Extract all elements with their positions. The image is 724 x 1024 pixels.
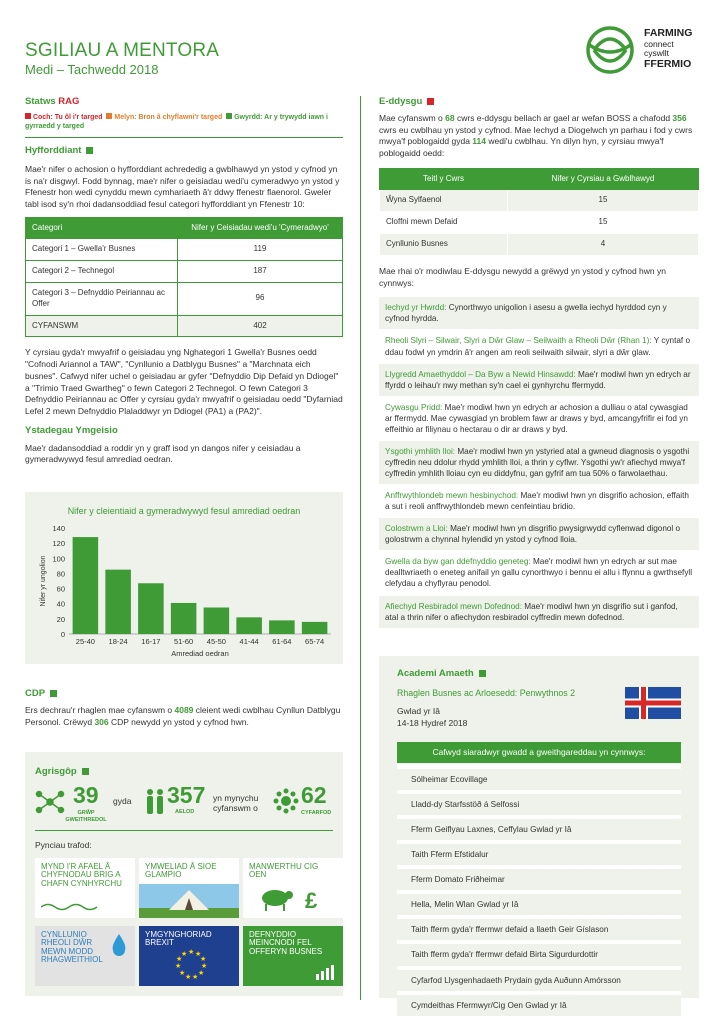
module-text: Mae'r modiwl hwn yn edrych ar achosion a dulliau o atal cywasgiad ar ffermydd. Mae cywasgiad yn broblem fawr ar draws y byd, amcangyfrifir ei fod yn effeithio ar filiynau o hectarau o dir ar draws y byd. — [385, 402, 688, 434]
list-item: Hella, Melin Wlan Gwlad yr Iâ — [397, 894, 681, 915]
list-item: Fferm Domato Friðheimar — [397, 869, 681, 890]
svg-text:★: ★ — [192, 973, 199, 981]
chart-title: Nifer y cleientiaid a gymeradwywyd fesul amrediad oedran — [67, 506, 301, 516]
list-item — [379, 364, 699, 397]
module-text: Mae'r modiwl hwn yn disgrifio achosion, effaith a sut i reoli anffrwythlondeb mewn cenfeintiau bridio. — [385, 491, 689, 512]
academi-dates: 14-18 Hydref 2018 — [397, 718, 468, 728]
cdp-number: 4089 — [174, 704, 194, 715]
module-name: Cywasgu Pridd: — [385, 402, 443, 412]
cdp-heading — [25, 688, 343, 701]
agrisgop-heading-text: Agrisgôp — [35, 766, 77, 777]
agrisgop-meetings-label: CYFARFOD — [301, 810, 332, 816]
people-icon — [145, 788, 165, 816]
divider — [35, 830, 333, 831]
green-square-icon — [86, 147, 93, 154]
topic-tile-label: MANWERTHU CIG OEN — [249, 862, 319, 880]
list-item — [379, 441, 699, 485]
training-table — [25, 217, 343, 338]
training-heading-text: Hyfforddiant — [25, 145, 82, 156]
logo-line: cyswllt — [644, 48, 670, 59]
svg-text:★: ★ — [198, 969, 205, 977]
y-tick-label: 60 — [56, 584, 65, 594]
elearning-text-part: Mae cyfanswm o — [379, 112, 446, 123]
module-text: Mae'r modiwl hwn yn disgrifio pwysigrwydd cyflenwad digonol o golostrwm a chynnal hylendid yn ystod y cyfnod lloia. — [385, 524, 681, 545]
list-item — [379, 397, 699, 441]
svg-text:★: ★ — [201, 962, 207, 970]
status-red-label: Coch: Tu ôl i'r targed — [32, 113, 103, 121]
right-column — [379, 96, 699, 629]
table-row — [26, 239, 343, 261]
list-item — [379, 330, 699, 363]
module-text: Mae'r modiwl hwn yn edrych ar ffyrdd o leihau'r nwy methan sy'n cael ei gynhyrchu ffermydd. — [385, 369, 691, 390]
bar — [73, 537, 99, 634]
svg-text:★: ★ — [200, 955, 207, 963]
topic-tile-label: YMGYNGHORIAD BREXIT — [145, 930, 212, 948]
agrisgop-meetings-number: 62 — [301, 782, 327, 808]
iceland-flag-icon — [625, 687, 681, 719]
module-name: Gwella da byw gan ddefnyddio geneteg: — [385, 557, 531, 567]
list-item: Taith fferm gyda'r ffermwr defaid Birta Sigurdurdottir — [397, 944, 681, 965]
green-square-icon — [226, 113, 232, 119]
bar — [171, 603, 197, 634]
topic-tile-label: YMWELIAD Â SIOE GLAMPIO — [145, 862, 217, 880]
glamping-tent-icon — [139, 884, 239, 918]
topic-tile — [139, 858, 239, 918]
eu-stars-icon — [173, 948, 207, 982]
academi-heading — [397, 668, 486, 681]
list-item: Cyfarfod Llysgenhadaeth Prydain gyda Auðunn Amórsson — [397, 970, 681, 991]
svg-text:★: ★ — [195, 950, 202, 958]
age-intro: Mae'r dadansoddiad a roddir yn y graff isod yn dangos nifer y ceisiadau a gymeradwywyd fesul amrediad oedran. — [25, 442, 301, 465]
left-column — [25, 96, 343, 466]
bar — [105, 570, 131, 634]
list-item: Sólheimar Ecovillage — [397, 769, 681, 790]
table-cell: 15 — [508, 212, 699, 234]
list-item: Taith Fferm Efstidalur — [397, 844, 681, 865]
status-green-label: Gwyrdd: Ar y trywydd iawn i gyrraedd y targed — [25, 113, 328, 130]
table-header-row — [26, 217, 343, 239]
module-name: Colostrwm a Lloi: — [385, 524, 448, 534]
table-row — [380, 190, 699, 212]
table-header: Nifer y Cyrsiau a Gwblhawyd — [508, 168, 699, 190]
svg-text:★: ★ — [181, 950, 188, 958]
table-header: Categori — [26, 217, 178, 239]
module-text: Mae'r modiwl hwn yn disgrifio sut i ganfod, atal a thrin nifer o afiechydon resbiradol cyffredin mewn dofednod. — [385, 601, 678, 622]
list-item: Lladd-dy Starfsstöð á Selfossi — [397, 794, 681, 815]
module-name: Rheoli Slyri – Silwair, Slyri a Dŵr Glaw – Seilwaith a Rheoli Dŵr (Rhan 1): — [385, 336, 652, 346]
cdp-heading-text: CDP — [25, 688, 46, 699]
topic-tile-label: CYNLLUNIO RHEOLI DŴR MEWN MODD RHAGWEITHIOL — [41, 930, 103, 965]
visits-heading: Cafwyd siaradwyr gwadd a gweithgareddau yn cynnwys: — [397, 742, 681, 763]
x-axis-label: Amrediad oedran — [171, 649, 229, 658]
y-tick-label: 120 — [52, 539, 65, 549]
svg-text:£: £ — [305, 888, 318, 912]
table-cell: Categori 1 – Gwella'r Busnes — [26, 239, 178, 261]
elearning-number: 114 — [472, 136, 487, 147]
module-text: Mae'r modiwl hwn yn ystyried atal a gwneud diagnosis o ysgothi cyffredin neu ddolur rhydd ymhlith lloi, a thrin y cyflwr. Ysgothi yw'r afiechyd mwya'f cyffredin ymhlith lloiau cyn eu diddyfnu, gan gyfrif am tua 50% o farwolaethau. — [385, 446, 690, 478]
table-row — [26, 261, 343, 283]
svg-text:★: ★ — [179, 969, 186, 977]
svg-text:★: ★ — [176, 955, 183, 963]
topic-tile — [139, 926, 239, 986]
elearning-text-part: wedi'u cwblhau. Yn dilyn hyn, y cyrsiau mwya'f poblogaidd oedd: — [379, 136, 664, 158]
logo-line: FFERMIO — [644, 57, 692, 70]
academi-country: Gwlad yr Iâ — [397, 706, 440, 716]
age-chart — [25, 492, 343, 664]
module-name: Iechyd yr Hwrdd: — [385, 303, 447, 313]
module-text: Mae'r modiwl hwn yn edrych ar sut mae dealltwriaeth o eneteg anifail yn gallu cynorthwyo i bennu ei allu i ffynnu a gwrthsefyll clefydau a chyflyrau penodol. — [385, 557, 693, 589]
water-drop-icon — [111, 934, 127, 956]
orange-square-icon — [106, 113, 112, 119]
elearning-heading — [379, 96, 699, 109]
module-name: Afiechyd Resbiradol mewn Dofednod: — [385, 601, 522, 611]
status-heading-text: Statws — [25, 96, 59, 107]
academi-programme: Rhaglen Busnes ac Arloesedd: Penwythnos 2 — [397, 688, 576, 698]
list-item — [379, 297, 699, 330]
list-item — [379, 485, 699, 518]
cdp-text-part: Ers dechrau'r rhaglen mae cyfanswm o — [25, 704, 175, 715]
elearning-intro — [379, 113, 699, 160]
list-item: Cymdeithas Ffermwyr/Cig Oen Gwlad yr Iâ — [397, 995, 681, 1016]
status-heading — [25, 96, 343, 109]
topic-tile — [243, 926, 343, 986]
table-cell: 402 — [178, 315, 343, 337]
academi-box — [379, 656, 699, 1010]
elearning-number: 356 — [672, 112, 687, 123]
training-intro: Mae'r nifer o achosion o hyfforddiant achrededig a gwblhawyd yn ystod y cyfnod yn is na'r disgwyl. Fodd bynnag, mae'r nifer o geisiadau wedi'u cymeradwyo yn ystod y Ffenestr hon wedi cynyddu mewn cymhariaeth â'r ddwy ffenestr flaenorol. Gweler tabl isod sy'n rhoi dadansoddiad fesul categori hyfforddiant yn Ffenestr 10: — [25, 163, 340, 209]
bar — [236, 617, 262, 634]
svg-text:★: ★ — [185, 973, 192, 981]
table-cell: 4 — [508, 234, 699, 256]
table-cell: Cynllunio Busnes — [380, 234, 508, 256]
x-tick-label: 41-44 — [239, 637, 259, 646]
table-cell: Cloffni mewn Defaid — [380, 212, 508, 234]
page-subtitle: Medi – Tachwedd 2018 — [25, 62, 159, 77]
x-tick-label: 18-24 — [108, 637, 128, 646]
table-row — [380, 234, 699, 256]
bar-growth-icon — [315, 964, 335, 980]
cdp-text-part: CDP newydd yn ystod y cyfnod hwn. — [108, 716, 249, 727]
green-square-icon — [50, 690, 57, 697]
module-name: Ysgothi ymhlith lloi: — [385, 446, 456, 456]
status-orange-label: Melyn: Bron â chyflawni'r targed — [114, 113, 223, 121]
table-cell: Ŵyna Sylfaenol — [380, 190, 508, 212]
list-item — [379, 551, 699, 595]
training-heading — [25, 145, 343, 158]
modules-intro: Mae rhai o'r modiwlau E-ddysgu newydd a grëwyd yn ystod y cyfnod hwn yn cynnwys: — [379, 265, 666, 288]
module-name: Llygredd Amaethyddol – Da Byw a Newid Hinsawdd: — [385, 369, 576, 379]
green-square-icon — [82, 768, 89, 775]
elearning-text-part: cwrs eu cwblhau yn ystod y cyfnod. Mae Iechyd a Diogelwch yn parhau i fod y cwrs mwya'f poblogaidd gyda — [379, 124, 693, 147]
y-tick-label: 140 — [52, 524, 65, 533]
academi-heading-text: Academi Amaeth — [397, 668, 474, 679]
table-row — [26, 315, 343, 337]
x-tick-label: 51-60 — [174, 637, 194, 646]
table-header: Nifer y Ceisiadau wedi'u 'Cymeradwyo' — [178, 217, 343, 239]
red-square-icon — [427, 98, 434, 105]
table-row — [380, 212, 699, 234]
cdp-text-part: cleient wedi cwblhau Cynllun Datblygu Personol. Crëwyd — [25, 704, 341, 727]
table-header: Teitl y Cwrs — [380, 168, 508, 190]
x-tick-label: 61-64 — [272, 637, 292, 646]
y-tick-label: 0 — [60, 630, 65, 639]
topic-tile — [243, 858, 343, 918]
table-cell: 187 — [178, 261, 343, 283]
divider — [25, 137, 343, 138]
y-axis-label: Nifer yr ungolion — [40, 555, 47, 607]
red-square-icon — [25, 113, 31, 119]
cdp-number: 306 — [94, 716, 109, 727]
agrisgop-groups-label: GRŴP GWEITHREDOL — [65, 810, 107, 823]
agrisgop-members-text: yn mynychu cyfanswm o — [213, 793, 259, 813]
topic-tile-label: MYND I'R AFAEL Â CHYFNODAU BRIG A CHAFN CYNHYRCHU — [41, 862, 122, 888]
training-after: Y cyrsiau gyda'r mwyafrif o geisiadau yng Nghategori 1 Gwella'r Busnes oedd "Cofnodi Ariannol a TAW", "Cynllunio a Datblygu Busnes" a "Marchnata eich busnes". Cafwyd nifer uchel o geisiadau ar gyfer "Defnyddio Dip Defaid yn Ddiogel" a "Trimio Traed Gwartheg" o fewn Categori 2 Technegol. O fewn Categori 3 Defnyddio Peiriannau ac Offer y cyrsiau gyda'r mwyafrif o geisiadau oedd "Dyfarniad Lefel 2 mewn Defnyddio Plaladdwyr yn Ddiogel (PA1) a (PA2)". — [25, 347, 343, 417]
bar — [138, 583, 164, 634]
column-divider — [360, 96, 361, 1000]
cdp-text — [25, 705, 343, 728]
agrisgop-groups-number: 39 — [73, 782, 99, 808]
green-square-icon — [479, 670, 486, 677]
table-cell: Categori 2 – Technegol — [26, 261, 178, 283]
cdp-section — [25, 688, 343, 728]
age-chart-box — [25, 492, 343, 664]
svg-text:★: ★ — [188, 948, 195, 956]
topic-tile — [35, 926, 135, 986]
visits-items — [397, 769, 681, 1016]
sheep-pound-icon — [257, 886, 327, 912]
x-tick-label: 25-40 — [75, 637, 95, 646]
status-legend — [25, 113, 343, 131]
bar — [269, 620, 295, 634]
topic-tile-label: DEFNYDDIO MEINCNODI FEL OFFERYN BUSNES — [249, 930, 323, 956]
table-header-row — [380, 168, 699, 190]
modules-list — [379, 297, 699, 628]
list-item: Taith fferm gyda'r ffermwr defaid a llaeth Geir Gíslason — [397, 919, 681, 940]
logo-line: FARMING — [644, 27, 693, 39]
agrisgop-members-label: AELOD — [175, 809, 195, 815]
logo-text — [644, 28, 692, 71]
x-tick-label: 16-17 — [141, 637, 161, 646]
x-tick-label: 65-74 — [305, 637, 325, 646]
module-text: Y cyntaf o ddau fodwl yn ymdrin â'r angen am reoli seilwaith silwair, slyri a dŵr glaw. — [385, 336, 691, 357]
topics-label: Pynciau trafod: — [35, 840, 92, 850]
meeting-icon — [273, 788, 299, 814]
age-heading: Ystadegau Ymgeisio — [25, 424, 118, 436]
svg-text:★: ★ — [175, 962, 182, 970]
elearning-text-part: cwrs e-ddysgu bellach ar gael ar wefan BOSS a chafodd — [454, 112, 673, 123]
wave-icon — [41, 902, 101, 912]
table-cell: Categori 3 – Defnyddio Peiriannau ac Offer — [26, 283, 178, 316]
y-tick-label: 20 — [56, 614, 65, 624]
table-cell: 15 — [508, 190, 699, 212]
agrisgop-box — [25, 752, 343, 996]
agrisgop-groups-word: gyda — [113, 796, 132, 806]
page-title: SGILIAU A MENTORA — [25, 40, 220, 61]
module-text: Cynorthwyo unigolion i asesu a gwella iechyd hyrddod cyn y cyfnod hyrdda. — [385, 303, 667, 324]
x-tick-label: 45-50 — [206, 637, 226, 646]
y-tick-label: 40 — [56, 599, 65, 609]
y-tick-label: 80 — [56, 569, 65, 579]
list-item — [379, 596, 699, 629]
table-cell: 96 — [178, 283, 343, 316]
list-item: Fferm Geiflyau Laxnes, Ceffylau Gwlad yr Iâ — [397, 819, 681, 840]
elearning-heading-text: E-ddysgu — [379, 96, 423, 107]
topic-tile — [35, 858, 135, 918]
table-cell: CYFANSWM — [26, 315, 178, 337]
bar — [204, 608, 230, 635]
agrisgop-heading — [35, 766, 89, 779]
bar — [302, 622, 328, 634]
logo-line: connect — [644, 38, 674, 49]
elearning-table — [379, 168, 699, 256]
elearning-number: 68 — [445, 112, 455, 123]
table-cell: 119 — [178, 239, 343, 261]
agrisgop-members-number: 357 — [167, 782, 206, 808]
list-item — [379, 518, 699, 551]
y-tick-label: 100 — [52, 554, 65, 564]
visits-list — [397, 764, 681, 1021]
module-name: Anffrwythlondeb mewn hesbinychod: — [385, 491, 519, 501]
status-heading-rag: RAG — [58, 96, 80, 107]
table-row — [26, 283, 343, 316]
